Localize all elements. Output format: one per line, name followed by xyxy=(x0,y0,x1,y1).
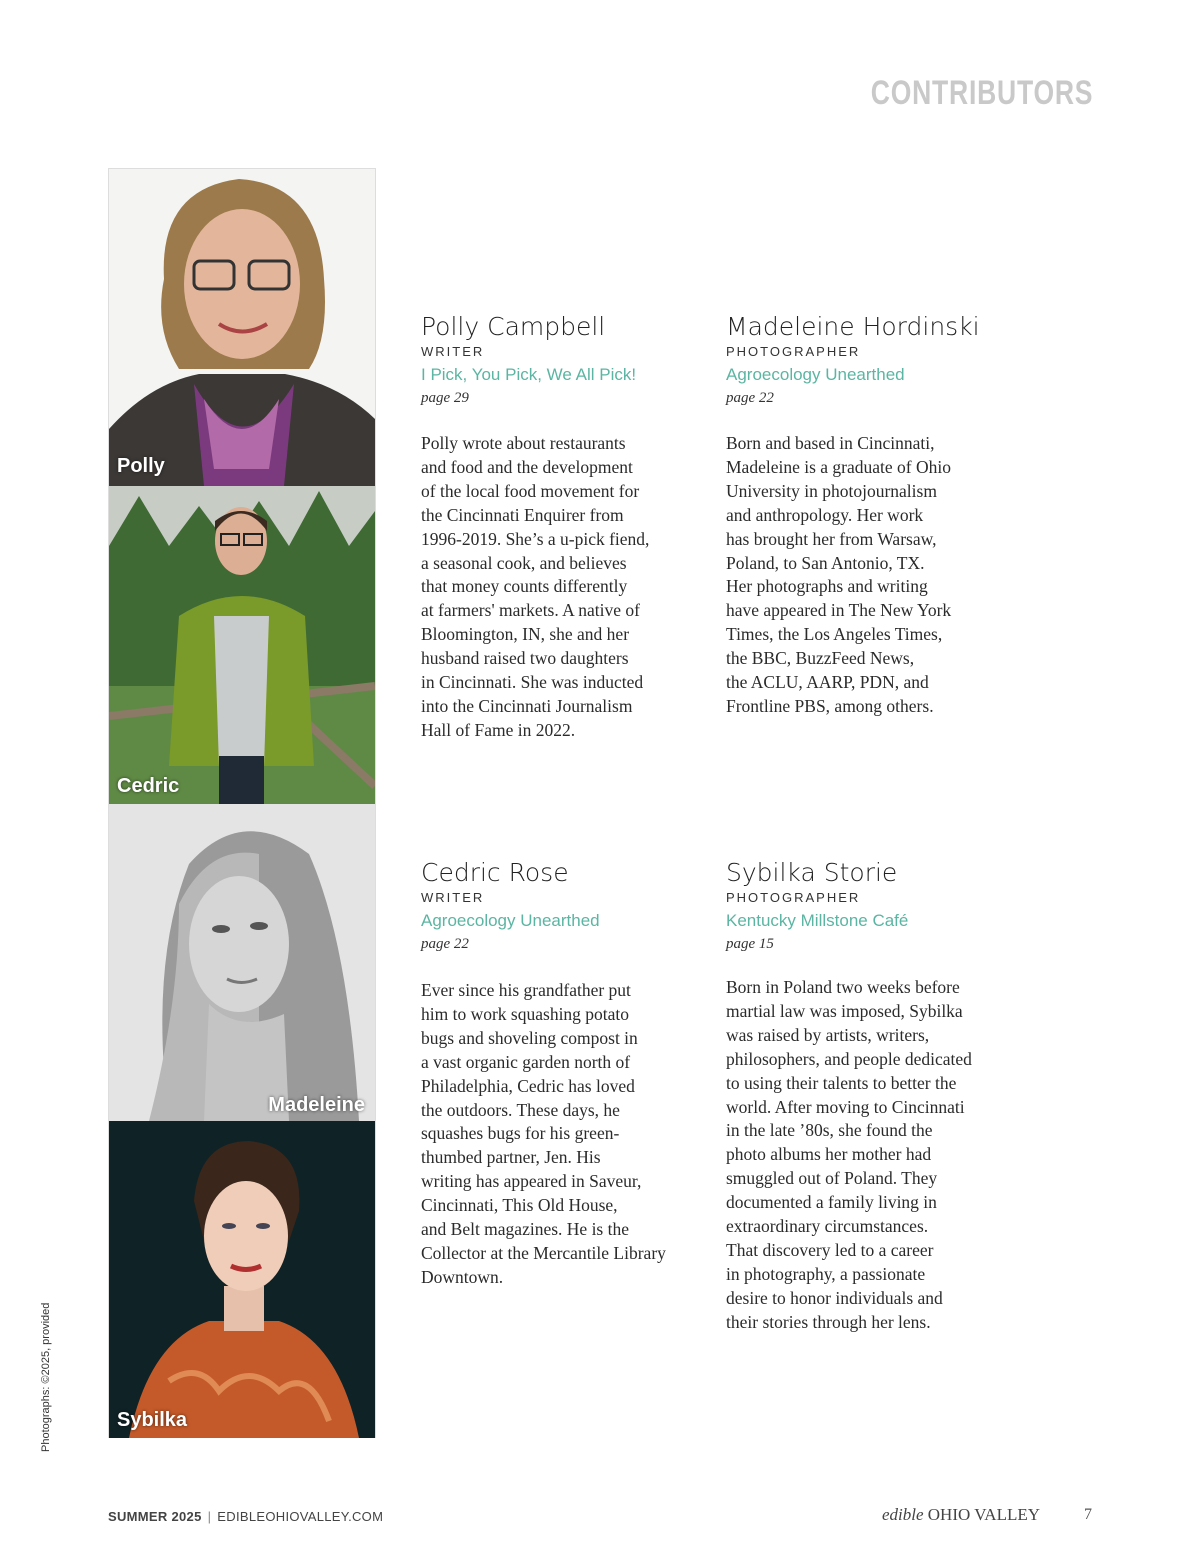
contributor-madeleine-hordinski xyxy=(726,312,1006,719)
page-reference: page 15 xyxy=(726,936,774,952)
contributor-name: Cedric Rose xyxy=(421,858,569,887)
footer-separator: | xyxy=(207,1509,212,1524)
photo-label-sybilka: Sybilka xyxy=(117,1409,188,1431)
portrait-cedric xyxy=(109,486,375,804)
contributor-role: PHOTOGRAPHER xyxy=(726,890,861,905)
page-reference: page 22 xyxy=(726,390,774,406)
contributor-name: Madeleine Hordinski xyxy=(726,312,980,341)
story-link[interactable]: I Pick, You Pick, We All Pick! xyxy=(421,365,637,384)
contributor-bio: Born and based in Cincinnati, Madeleine is a graduate of Ohio University in photojournalism and anthropology. Her work has brought her from Warsaw, Poland, to San Antonio, TX. Her photographs and writing have appeared in The New York Times, the Los Angeles Times, the BBC, BuzzFeed News, the ACLU, AARP, PDN, and Frontline PBS, among others. xyxy=(726,433,952,716)
photo-label-polly: Polly xyxy=(117,455,165,477)
contributor-bio: Ever since his grandfather put him to work squashing potato bugs and shoveling compost in a vast organic garden north of Philadelphia, Cedric has loved the outdoors. These days, he squashes bugs for his green- thumbed partner, Jen. His writing has appeared in Saveur, Cincinnati, This Old House, and Belt magazines. He is the Collector at the Mercantile Library Downtown. xyxy=(421,980,666,1287)
footer-brand-name: OHIO VALLEY xyxy=(927,1505,1040,1524)
footer-brand-italic: edible xyxy=(881,1505,924,1524)
contributor-bio: Born in Poland two weeks before martial law was imposed, Sybilka was raised by artists, writers, philosophers, and people dedicated to using their talents to better the world. After moving to Cincinnati in the late ’80s, she found the photo albums her mother had smuggled out of Poland. They documented a family living in extraordinary circumstances. That discovery led to a career in photography, a passionate desire to honor individuals and their stories through her lens. xyxy=(726,977,972,1332)
footer-brand xyxy=(882,1505,1040,1525)
contributor-bio: Polly wrote about restaurants and food and the development of the local food movement for the Cincinnati Enquirer from 1996-2019. She’s a u-pick fiend, a seasonal cook, and believes that money counts differently at farmers' markets. A native of Bloomington, IN, she and her husband raised two daughters in Cincinnati. She was inducted into the Cincinnati Journalism Hall of Fame in 2022. xyxy=(421,433,650,740)
footer-issue: SUMMER 2025 xyxy=(108,1509,202,1524)
photo-column xyxy=(108,168,376,1438)
story-link[interactable]: Kentucky Millstone Café xyxy=(726,911,909,930)
contributor-role: WRITER xyxy=(421,344,485,359)
contributor-cedric-rose xyxy=(421,858,701,1290)
footer-issue-info xyxy=(108,1509,383,1524)
contributor-role: WRITER xyxy=(421,890,485,905)
portrait-madeleine xyxy=(109,804,375,1121)
contributor-name: Sybilka Storie xyxy=(726,858,898,887)
portrait-polly xyxy=(109,169,375,486)
story-link[interactable]: Agroecology Unearthed xyxy=(726,365,905,384)
photo-credit: Photographs: ©2025, provided xyxy=(40,1302,52,1452)
page-reference: page 29 xyxy=(421,390,469,406)
contributor-name: Polly Campbell xyxy=(421,312,606,341)
portrait-sybilka xyxy=(109,1121,375,1438)
page-reference: page 22 xyxy=(421,936,469,952)
section-title: CONTRIBUTORS xyxy=(870,74,1093,112)
contributor-role: PHOTOGRAPHER xyxy=(726,344,861,359)
contributor-polly-campbell xyxy=(421,312,701,743)
photo-label-cedric: Cedric xyxy=(117,775,180,797)
page-number: 7 xyxy=(1084,1506,1092,1523)
contributor-sybilka-storie xyxy=(726,858,1006,1335)
footer-website[interactable]: EDIBLEOHIOVALLEY.COM xyxy=(217,1509,384,1524)
story-link[interactable]: Agroecology Unearthed xyxy=(421,911,600,930)
photo-label-madeleine: Madeleine xyxy=(268,1094,365,1116)
